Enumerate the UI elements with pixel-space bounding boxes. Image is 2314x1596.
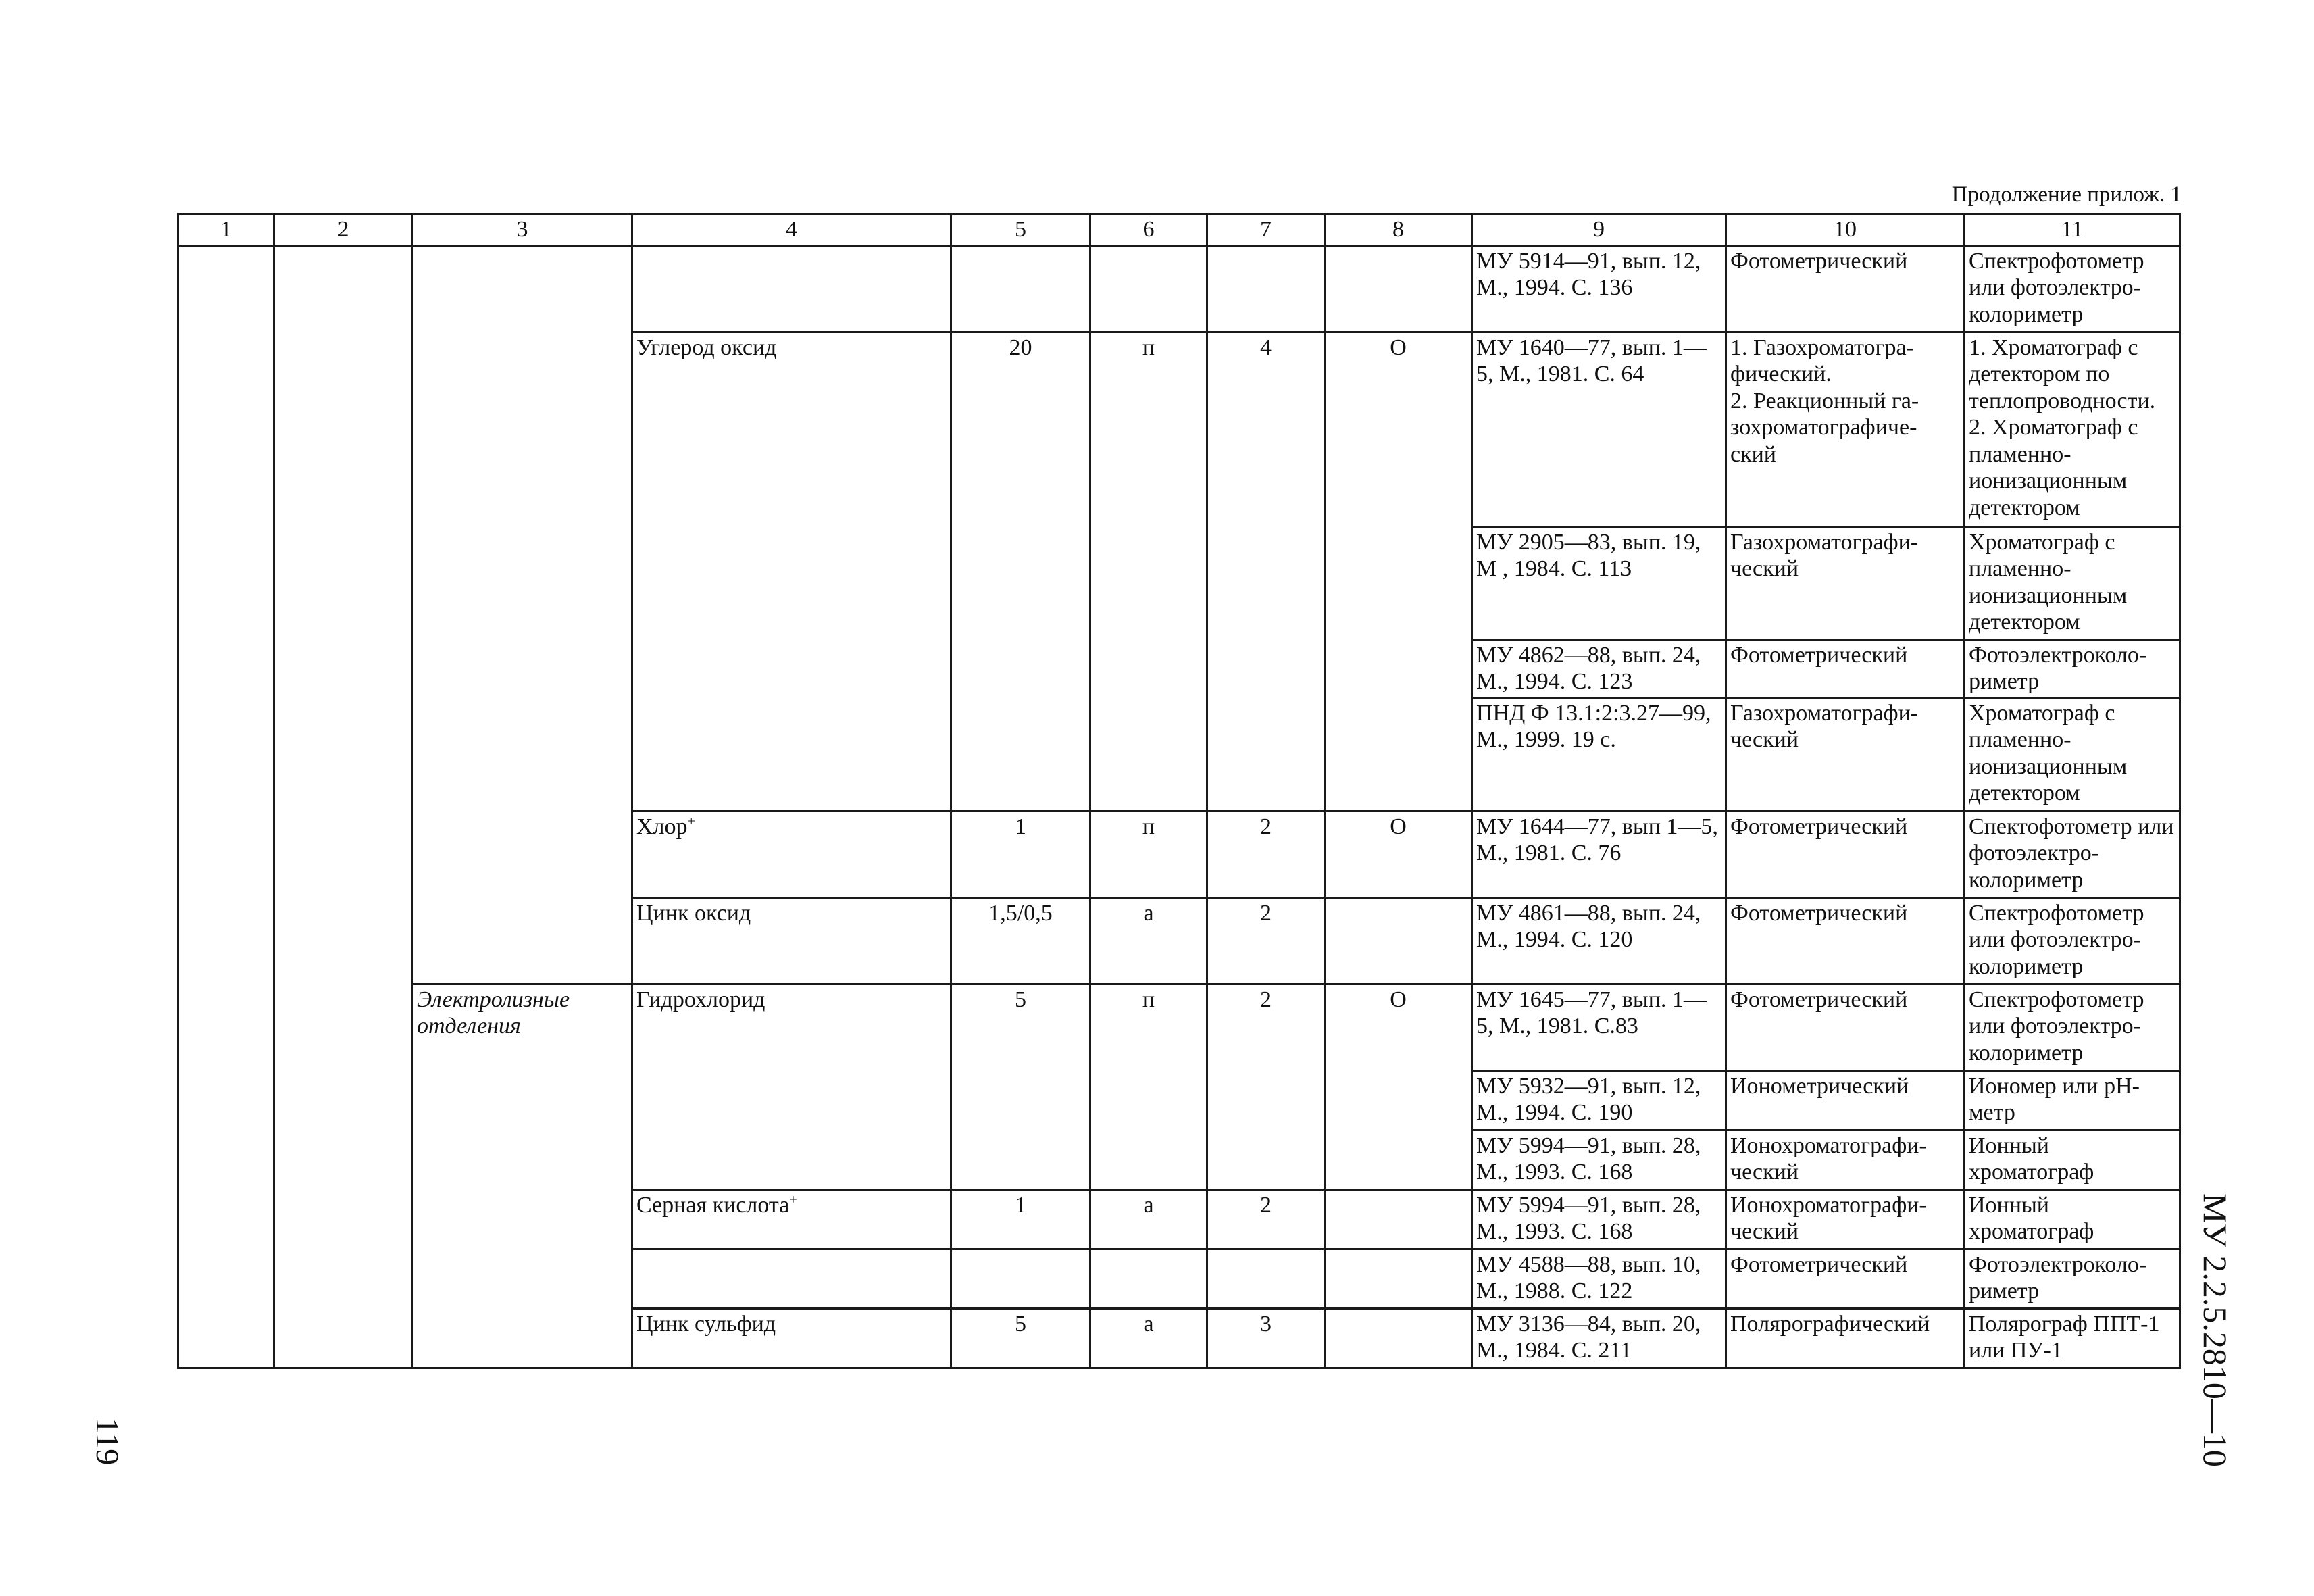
- col1-cell: [178, 246, 274, 1368]
- state-cell: [1090, 1249, 1207, 1309]
- state-cell: а: [1090, 898, 1207, 984]
- method-doc-cell: ПНД Ф 13.1:2:3.27—99, М., 1999. 19 с.: [1472, 698, 1726, 812]
- hazard-class-cell: 2: [1207, 984, 1325, 1190]
- method-doc-cell: МУ 5932—91, вып. 12, М., 1994. С. 190: [1472, 1071, 1726, 1130]
- state-cell: п: [1090, 332, 1207, 812]
- hazard-class-cell: 4: [1207, 332, 1325, 812]
- table-row: [178, 984, 2180, 1071]
- substance-name: Хлор: [636, 814, 688, 839]
- instrument-cell: Фотоэлектроколо-риметр: [1965, 640, 2180, 698]
- substance-cell: Цинк оксид: [632, 898, 951, 984]
- mac-cell: [951, 1249, 1090, 1309]
- feature-cell: [1325, 1249, 1472, 1309]
- method-cell: 1. Газохроматогра-фический. 2. Реакционный га-зохроматографиче-ский: [1726, 332, 1965, 527]
- hazard-class-cell: 3: [1207, 1309, 1325, 1368]
- method-doc-cell: МУ 5994—91, вып. 28, М., 1993. С. 168: [1472, 1130, 1726, 1190]
- substance-cell: [632, 812, 951, 898]
- superscript-mark: +: [789, 1192, 797, 1207]
- method-cell: Фотометрический: [1726, 984, 1965, 1071]
- method-doc-cell: МУ 1640—77, вып. 1—5, М., 1981. С. 64: [1472, 332, 1726, 527]
- hazard-class-cell: [1207, 1249, 1325, 1309]
- header-cell: 8: [1325, 214, 1472, 246]
- table-row: [178, 246, 2180, 332]
- feature-cell: О: [1325, 812, 1472, 898]
- feature-cell: О: [1325, 984, 1472, 1190]
- instrument-cell: Ионный хроматограф: [1965, 1130, 2180, 1190]
- method-doc-cell: МУ 2905—83, вып. 19, М , 1984. С. 113: [1472, 527, 1726, 640]
- method-doc-cell: МУ 5994—91, вып. 28, М., 1993. С. 168: [1472, 1190, 1726, 1249]
- header-cell: 5: [951, 214, 1090, 246]
- method-doc-cell: МУ 4861—88, вып. 24, М., 1994. С. 120: [1472, 898, 1726, 984]
- instrument-cell: Ионный хроматограф: [1965, 1190, 2180, 1249]
- feature-cell: О: [1325, 332, 1472, 812]
- method-doc-cell: МУ 5914—91, вып. 12, М., 1994. С. 136: [1472, 246, 1726, 332]
- header-cell: 4: [632, 214, 951, 246]
- substance-cell: Цинк сульфид: [632, 1309, 951, 1368]
- method-doc-cell: МУ 4588—88, вып. 10, М., 1988. С. 122: [1472, 1249, 1726, 1309]
- feature-cell: [1325, 898, 1472, 984]
- method-cell: Фотометрический: [1726, 640, 1965, 698]
- header-cell: 2: [274, 214, 413, 246]
- substance-cell: Углерод оксид: [632, 332, 951, 812]
- method-cell: Фотометрический: [1726, 812, 1965, 898]
- mac-cell: 20: [951, 332, 1090, 812]
- substance-cell: [632, 1249, 951, 1309]
- method-cell: Ионохроматографи-ческий: [1726, 1190, 1965, 1249]
- substance-name: Серная кислота: [636, 1193, 790, 1218]
- mac-cell: 5: [951, 1309, 1090, 1368]
- header-cell: 3: [413, 214, 632, 246]
- state-cell: а: [1090, 1190, 1207, 1249]
- header-cell: 10: [1726, 214, 1965, 246]
- hazard-class-cell: 2: [1207, 898, 1325, 984]
- hazard-class-cell: [1207, 246, 1325, 332]
- method-doc-cell: МУ 1645—77, вып. 1—5, М., 1981. С.83: [1472, 984, 1726, 1071]
- instrument-cell: Спектрофотометр или фотоэлектро-колориметр: [1965, 898, 2180, 984]
- substance-cell: Гидрохлорид: [632, 984, 951, 1190]
- method-cell: Фотометрический: [1726, 898, 1965, 984]
- method-cell: Газохроматографи-ческий: [1726, 527, 1965, 640]
- workshop-cell: Электролизные отделения: [413, 984, 632, 1368]
- header-cell: 9: [1472, 214, 1726, 246]
- method-cell: Фотометрический: [1726, 1249, 1965, 1309]
- col2-cell: [274, 246, 413, 1368]
- method-doc-cell: МУ 1644—77, вып 1—5, М., 1981. С. 76: [1472, 812, 1726, 898]
- method-doc-cell: МУ 3136—84, вып. 20, М., 1984. С. 211: [1472, 1309, 1726, 1368]
- mac-cell: [951, 246, 1090, 332]
- method-cell: Полярографический: [1726, 1309, 1965, 1368]
- instrument-cell: 1. Хроматограф с детектором по теплопроводности. 2. Хроматограф с пламенно-ионизационным детектором: [1965, 332, 2180, 527]
- hazard-class-cell: 2: [1207, 812, 1325, 898]
- instrument-cell: Спектрофотометр или фотоэлектро-колориметр: [1965, 984, 2180, 1071]
- header-cell: 11: [1965, 214, 2180, 246]
- instrument-cell: Иономер или pH-метр: [1965, 1071, 2180, 1130]
- state-cell: а: [1090, 1309, 1207, 1368]
- feature-cell: [1325, 1309, 1472, 1368]
- column-number-row: [178, 214, 2180, 246]
- method-cell: Ионохроматографи-ческий: [1726, 1130, 1965, 1190]
- method-cell: Фотометрический: [1726, 246, 1965, 332]
- method-cell: Газохроматографи-ческий: [1726, 698, 1965, 812]
- hazard-class-cell: 2: [1207, 1190, 1325, 1249]
- appendix-table: [177, 213, 2181, 1369]
- instrument-cell: Хроматограф с пламенно-ионизационным детектором: [1965, 527, 2180, 640]
- method-cell: Ионометрический: [1726, 1071, 1965, 1130]
- instrument-cell: Фотоэлектроколо-риметр: [1965, 1249, 2180, 1309]
- state-cell: п: [1090, 812, 1207, 898]
- page-number: 119: [89, 1418, 125, 1466]
- continuation-note: Продолжение прилож. 1: [1951, 182, 2182, 207]
- header-cell: 6: [1090, 214, 1207, 246]
- method-doc-cell: МУ 4862—88, вып. 24, М., 1994. С. 123: [1472, 640, 1726, 698]
- instrument-cell: Спектофотометр или фотоэлектро-колориметр: [1965, 812, 2180, 898]
- col3-cell: [413, 246, 632, 984]
- substance-cell: [632, 1190, 951, 1249]
- mac-cell: 5: [951, 984, 1090, 1190]
- superscript-mark: +: [687, 814, 696, 829]
- header-cell: 1: [178, 214, 274, 246]
- substance-cell: [632, 246, 951, 332]
- instrument-cell: Спектрофотометр или фотоэлектро-колориметр: [1965, 246, 2180, 332]
- instrument-cell: Полярограф ППТ-1 или ПУ-1: [1965, 1309, 2180, 1368]
- mac-cell: 1: [951, 812, 1090, 898]
- document-code: МУ 2.2.5.2810—10: [2196, 1193, 2234, 1467]
- mac-cell: 1: [951, 1190, 1090, 1249]
- header-cell: 7: [1207, 214, 1325, 246]
- state-cell: п: [1090, 984, 1207, 1190]
- mac-cell: 1,5/0,5: [951, 898, 1090, 984]
- state-cell: [1090, 246, 1207, 332]
- instrument-cell: Хроматограф с пламенно-ионизационным детектором: [1965, 698, 2180, 812]
- feature-cell: [1325, 1190, 1472, 1249]
- feature-cell: [1325, 246, 1472, 332]
